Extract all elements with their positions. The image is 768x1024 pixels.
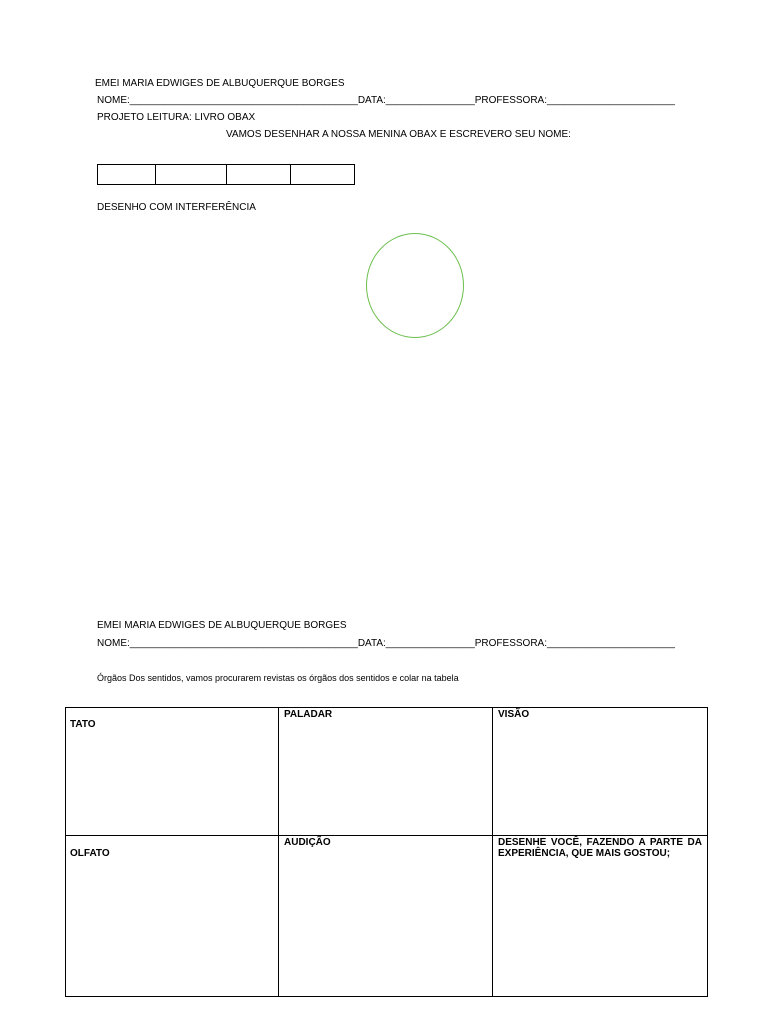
cell-audicao[interactable]	[279, 836, 493, 997]
label-desenhe: DESENHE VOCÊ, FAZENDO A PARTE DA EXPERIÊNCIA, QUE MAIS GOSTOU;	[498, 837, 702, 859]
label-audicao: AUDIÇÃO	[284, 837, 331, 848]
school-title-1: EMEI MARIA EDWIGES DE ALBUQUERQUE BORGES	[95, 78, 345, 89]
letter-box[interactable]	[291, 165, 354, 184]
senses-table	[65, 707, 708, 997]
drawing-section-label: DESENHO COM INTERFERÊNCIA	[97, 202, 256, 213]
letter-box[interactable]	[98, 165, 156, 184]
name-field-1[interactable]: NOME:_________________________________________	[97, 95, 358, 106]
drawing-instruction: VAMOS DESENHAR A NOSSA MENINA OBAX E ESCREVERO SEU NOME:	[226, 129, 571, 140]
cell-tato[interactable]	[66, 708, 279, 836]
cell-visao[interactable]	[493, 708, 708, 836]
label-tato: TATO	[70, 719, 96, 730]
senses-instruction: Órgãos Dos sentidos, vamos procurarem revistas os órgãos dos sentidos e colar na tabela	[97, 673, 459, 683]
school-title-2: EMEI MARIA EDWIGES DE ALBUQUERQUE BORGES	[97, 620, 347, 631]
project-title: PROJETO LEITURA: LIVRO OBAX	[97, 112, 256, 123]
teacher-field-2[interactable]: PROFESSORA:_______________________	[474, 638, 675, 649]
label-paladar: PALADAR	[284, 709, 333, 720]
name-field-2[interactable]: NOME:_________________________________________	[97, 638, 358, 649]
label-olfato: OLFATO	[70, 848, 110, 859]
name-letter-boxes	[97, 164, 355, 185]
cell-desenhe[interactable]	[493, 836, 708, 997]
date-field-1[interactable]: DATA:________________	[357, 95, 475, 106]
label-visao: VISÃO	[498, 709, 530, 720]
letter-box[interactable]	[156, 165, 227, 184]
letter-box[interactable]	[227, 165, 292, 184]
face-outline-circle	[366, 233, 464, 338]
cell-paladar[interactable]	[279, 708, 493, 836]
header-fields-2	[97, 638, 675, 650]
teacher-field-1[interactable]: PROFESSORA:_______________________	[474, 95, 675, 106]
cell-olfato[interactable]	[66, 836, 279, 997]
header-fields-1	[97, 95, 675, 107]
date-field-2[interactable]: DATA:________________	[357, 638, 475, 649]
